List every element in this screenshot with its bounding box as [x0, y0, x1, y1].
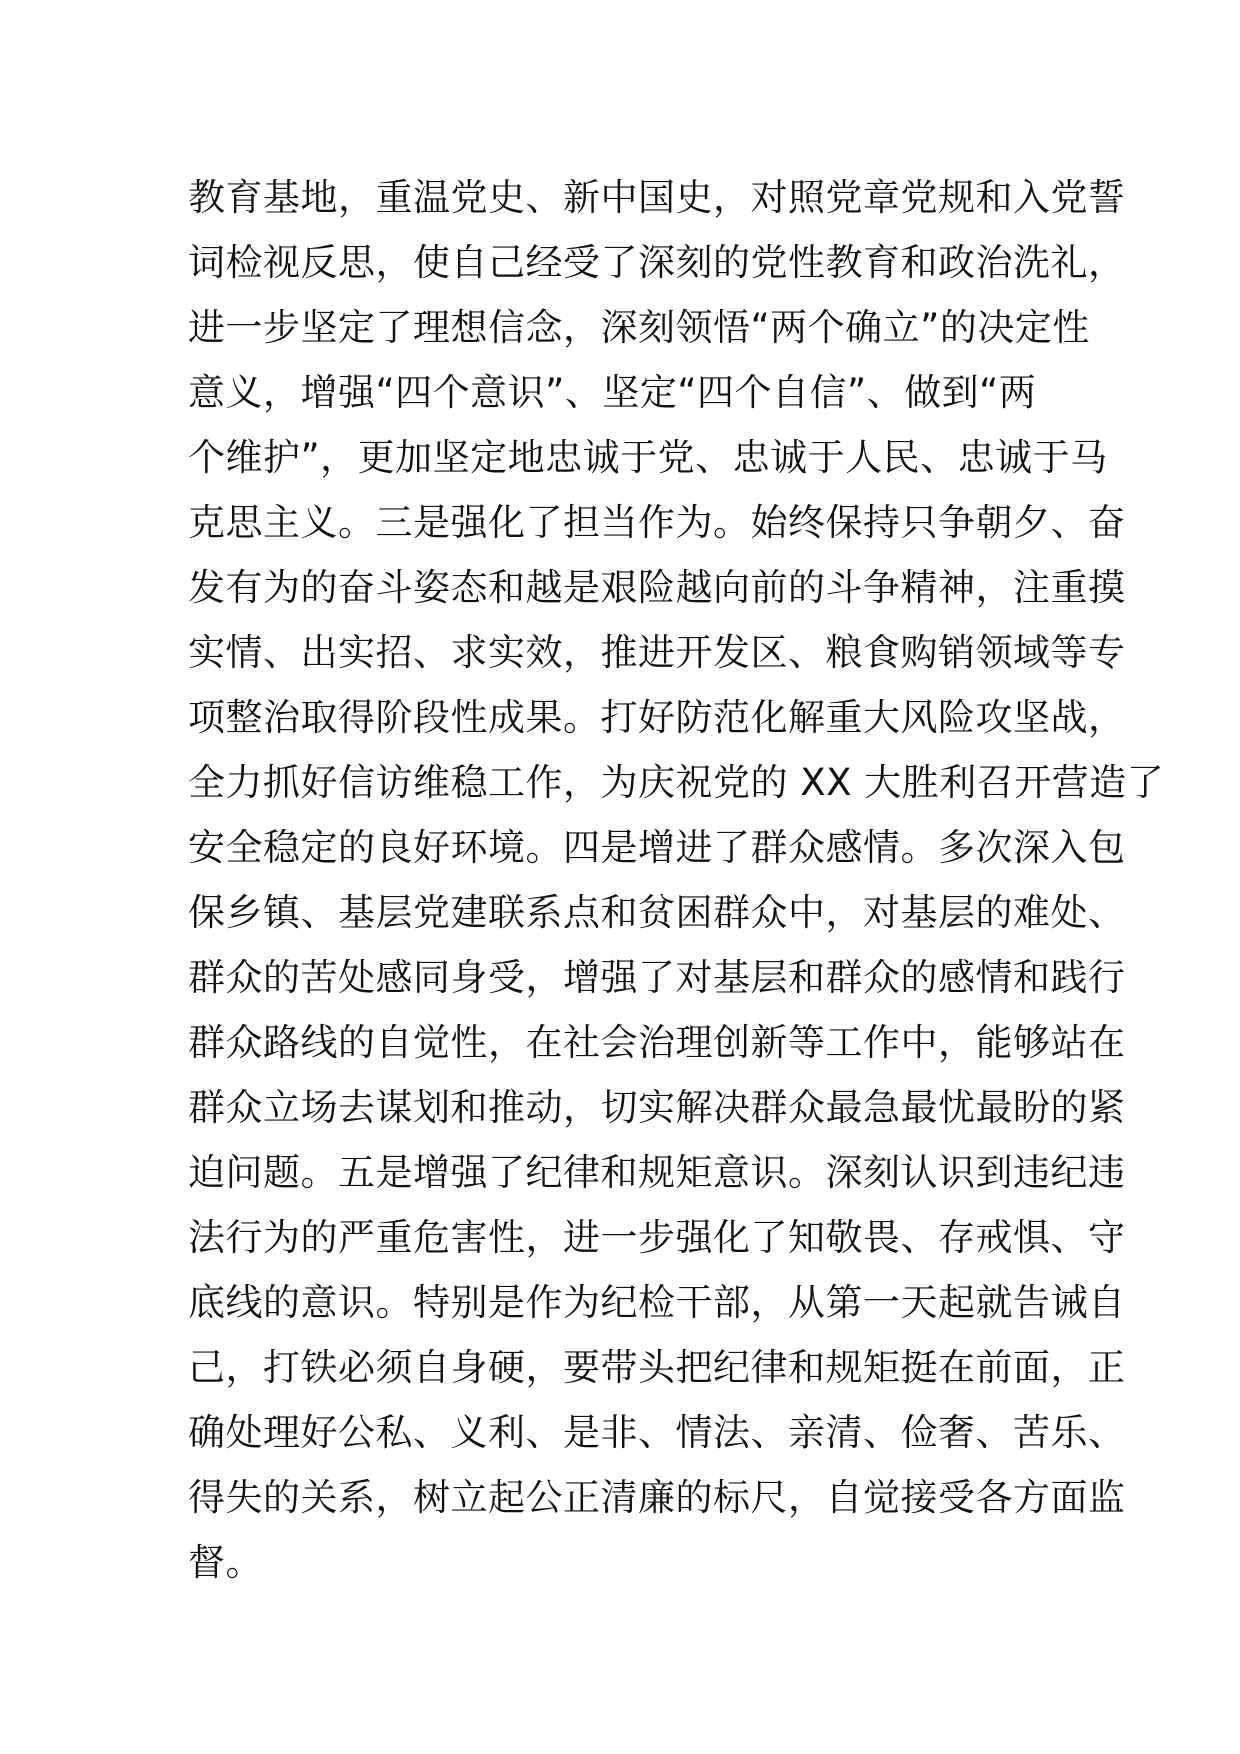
text-line: 确处理好公私、义利、是非、情法、亲清、俭奢、苦乐、 — [188, 1411, 1126, 1454]
text-line: 群众的苦处感同身受，增强了对基层和群众的感情和践行 — [188, 956, 1126, 999]
text-line: 实情、出实招、求实效，推进开发区、粮食购销领域等专 — [188, 631, 1126, 674]
text-line: 迫问题。五是增强了纪律和规矩意识。深刻认识到违纪违 — [188, 1151, 1126, 1194]
text-line: 底线的意识。特别是作为纪检干部，从第一天起就告诫自 — [188, 1281, 1126, 1324]
text-line: 己，打铁必须自身硬，要带头把纪律和规矩挺在前面，正 — [188, 1346, 1126, 1389]
text-line: 进一步坚定了理想信念，深刻领悟“两个确立”的决定性 — [188, 306, 1090, 349]
text-line: 得失的关系，树立起公正清廉的标尺，自觉接受各方面监 — [188, 1476, 1126, 1519]
text-line: 发有为的奋斗姿态和越是艰险越向前的斗争精神，注重摸 — [188, 566, 1126, 609]
text-line: 词检视反思，使自己经受了深刻的党性教育和政治洗礼， — [188, 241, 1126, 284]
text-line: 督。 — [188, 1541, 263, 1584]
text-line: 群众路线的自觉性，在社会治理创新等工作中，能够站在 — [188, 1021, 1126, 1064]
text-line: 意义，增强“四个意识”、坚定“四个自信”、做到“两 — [188, 371, 1037, 414]
text-line: 安全稳定的良好环境。四是增进了群众感情。多次深入包 — [188, 826, 1126, 869]
text-line: 教育基地，重温党史、新中国史，对照党章党规和入党誓 — [188, 176, 1126, 219]
text-line: 法行为的严重危害性，进一步强化了知敬畏、存戒惧、守 — [188, 1216, 1126, 1259]
text-line: 项整治取得阶段性成果。打好防范化解重大风险攻坚战， — [188, 696, 1126, 739]
text-line: 全力抓好信访维稳工作，为庆祝党的 XX 大胜利召开营造了 — [188, 761, 1165, 804]
text-line: 克思主义。三是强化了担当作为。始终保持只争朝夕、奋 — [188, 501, 1126, 544]
text-line: 个维护”，更加坚定地忠诚于党、忠诚于人民、忠诚于马 — [188, 436, 1108, 479]
text-line: 保乡镇、基层党建联系点和贫困群众中，对基层的难处、 — [188, 891, 1126, 934]
body-paragraph — [188, 165, 1165, 1595]
text-line: 群众立场去谋划和推动，切实解决群众最急最忧最盼的紧 — [188, 1086, 1126, 1129]
